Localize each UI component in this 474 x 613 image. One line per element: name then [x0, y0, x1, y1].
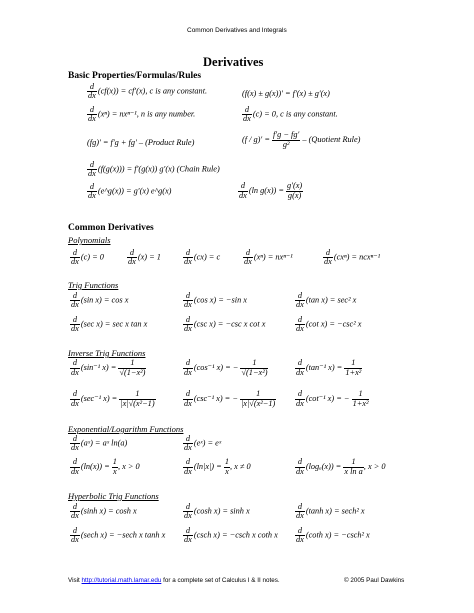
ln-fraction: $\frac{g'(x)}{g(x)}$	[287, 181, 303, 200]
ddx-operator: $\frac{d}{dx}$	[324, 248, 332, 267]
footer-visit: Visit	[68, 577, 80, 584]
fraction: $\frac{1}{\text{1+x²}}$	[352, 389, 369, 408]
rule-ln-composite: $\frac{d}{dx}$ (ln g(x)) = $\frac{g'(x)}{g(x)}$	[239, 181, 303, 200]
log-base-a: $\frac{d}{dx}$ (logₐ(x)) = $\frac{1}{\text{x ln a}}$ , x > 0	[296, 457, 386, 476]
trig-title: Trig Functions	[68, 280, 119, 290]
hyp-cosh: $\frac{d}{dx}$ (cosh x) = sinh x	[184, 502, 250, 521]
ddx-operator: $\frac{d}{dx}$	[88, 82, 96, 101]
fraction: $\frac{1}{\text{1+x²}}$	[345, 358, 362, 377]
rule-quotient: (f / g)′ = $\frac{f'g - fg'}{\text{g²}}$ – (Quotient Rule)	[242, 130, 361, 149]
inv-cos: $\frac{d}{dx}$ (cos⁻¹ x) = − $\frac{1}{\text{√(1−x²)}}$	[184, 358, 268, 377]
ddx-operator: $\frac{d}{dx}$	[71, 389, 79, 408]
footer-link[interactable]: http://tutorial.math.lamar.edu	[81, 577, 162, 584]
ddx-operator: $\frac{d}{dx}$	[71, 291, 79, 310]
footer-rest: for a complete set of Calculus I & II notes.	[163, 577, 280, 584]
trig-sin: $\frac{d}{dx}$ (sin x) = cos x	[71, 291, 129, 310]
ddx-operator: $\frac{d}{dx}$	[296, 389, 304, 408]
poly-cxn: $\frac{d}{dx}$ (cxⁿ) = ncxⁿ⁻¹	[324, 248, 381, 267]
inverse-trig-title: Inverse Trig Functions	[68, 348, 146, 358]
polynomials-title: Polynomials	[68, 235, 111, 245]
ddx-operator: $\frac{d}{dx}$	[128, 248, 136, 267]
footer-note	[68, 577, 280, 584]
ddx-operator: $\frac{d}{dx}$	[184, 389, 192, 408]
fraction: $\frac{1}{\text{x ln a}}$	[344, 457, 363, 476]
common-heading: Common Derivatives	[68, 223, 154, 233]
inv-tan: $\frac{d}{dx}$ (tan⁻¹ x) = $\frac{1}{\text{1+x²}}$	[296, 358, 362, 377]
trig-csc: $\frac{d}{dx}$ (csc x) = −csc x cot x	[184, 315, 266, 334]
rule-sum-difference: (f(x) ± g(x))′ = f′(x) ± g′(x)	[242, 89, 330, 98]
hyperbolic-title: Hyperbolic Trig Functions	[68, 491, 159, 501]
fraction: $\frac{1}{\text{√(1−x²)}}$	[241, 358, 268, 377]
ddx-operator: $\frac{d}{dx}$	[184, 248, 192, 267]
header-title: Common Derivatives and Integrals	[187, 27, 287, 34]
trig-sec: $\frac{d}{dx}$ (sec x) = sec x tan x	[71, 315, 148, 334]
ddx-operator: $\frac{d}{dx}$	[184, 526, 192, 545]
fraction: $\frac{1}{\text{√(1−x²)}}$	[119, 358, 146, 377]
rule-exp-composite: $\frac{d}{dx}$ (e^g(x)) = g′(x) e^g(x)	[88, 182, 172, 201]
ddx-operator: $\frac{d}{dx}$	[184, 502, 192, 521]
ddx-operator: $\frac{d}{dx}$	[184, 457, 192, 476]
trig-cot: $\frac{d}{dx}$ (cot x) = −csc² x	[296, 315, 362, 334]
ddx-operator: $\frac{d}{dx}$	[71, 434, 79, 453]
ddx-operator: $\frac{d}{dx}$	[296, 291, 304, 310]
log-ln-x: $\frac{d}{dx}$ (ln(x)) = $\frac{1}{x}$ , x > 0	[71, 457, 140, 476]
rule-constant-multiple: $\frac{d}{dx}$ (cf(x)) = cf′(x), c is any constant.	[88, 82, 208, 101]
ddx-operator: $\frac{d}{dx}$	[88, 105, 96, 124]
ddx-operator: $\frac{d}{dx}$	[296, 502, 304, 521]
hyp-sech: $\frac{d}{dx}$ (sech x) = −sech x tanh x	[71, 526, 166, 545]
ddx-operator: $\frac{d}{dx}$	[184, 358, 192, 377]
inv-cot: $\frac{d}{dx}$ (cot⁻¹ x) = − $\frac{1}{\text{1+x²}}$	[296, 389, 369, 408]
inv-sec: $\frac{d}{dx}$ (sec⁻¹ x) = $\frac{1}{\text{|x|√(x²−1)}}$	[71, 389, 155, 408]
fraction: $\frac{1}{x}$	[224, 457, 229, 476]
ddx-operator: $\frac{d}{dx}$	[296, 526, 304, 545]
rule-power: $\frac{d}{dx}$ (xⁿ) = nxⁿ⁻¹, n is any number.	[88, 105, 196, 124]
inv-csc: $\frac{d}{dx}$ (csc⁻¹ x) = − $\frac{1}{\text{|x|√(x²−1)}}$	[184, 389, 276, 408]
hyp-coth: $\frac{d}{dx}$ (coth x) = −csch² x	[296, 526, 370, 545]
ddx-operator: $\frac{d}{dx}$	[71, 502, 79, 521]
ddx-operator: $\frac{d}{dx}$	[296, 315, 304, 334]
ddx-operator: $\frac{d}{dx}$	[239, 181, 247, 200]
ddx-operator: $\frac{d}{dx}$	[71, 358, 79, 377]
ddx-operator: $\frac{d}{dx}$	[184, 291, 192, 310]
hyp-sinh: $\frac{d}{dx}$ (sinh x) = cosh x	[71, 502, 137, 521]
trig-tan: $\frac{d}{dx}$ (tan x) = sec² x	[296, 291, 357, 310]
exp-log-title: Exponential/Logarithm Functions	[68, 424, 184, 434]
ddx-operator: $\frac{d}{dx}$	[71, 315, 79, 334]
ddx-operator: $\frac{d}{dx}$	[71, 457, 79, 476]
ddx-operator: $\frac{d}{dx}$	[296, 358, 304, 377]
inv-sin: $\frac{d}{dx}$ (sin⁻¹ x) = $\frac{1}{\text{√(1−x²)}}$	[71, 358, 146, 377]
footer-copyright: © 2005 Paul Dawkins	[344, 577, 405, 584]
rule-chain: $\frac{d}{dx}$ (f(g(x))) = f′(g(x)) g′(x) (Chain Rule)	[88, 160, 220, 179]
rule-product: (fg)′ = f′g + fg′ – (Product Rule)	[87, 138, 195, 147]
page-title: Derivatives	[203, 55, 264, 69]
ddx-operator: $\frac{d}{dx}$	[296, 457, 304, 476]
basic-heading: Basic Properties/Formulas/Rules	[68, 71, 202, 81]
trig-cos: $\frac{d}{dx}$ (cos x) = −sin x	[184, 291, 247, 310]
ddx-operator: $\frac{d}{dx}$	[88, 182, 96, 201]
log-ln-abs-x: $\frac{d}{dx}$ (ln|x|) = $\frac{1}{x}$ , x ≠ 0	[184, 457, 251, 476]
poly-x: $\frac{d}{dx}$ (x) = 1	[128, 248, 161, 267]
hyp-csch: $\frac{d}{dx}$ (csch x) = −csch x coth x	[184, 526, 278, 545]
poly-constant: $\frac{d}{dx}$ (c) = 0	[71, 248, 104, 267]
fraction: $\frac{1}{\text{|x|√(x²−1)}}$	[241, 389, 276, 408]
poly-xn: $\frac{d}{dx}$ (xⁿ) = nxⁿ⁻¹	[244, 248, 293, 267]
hyp-tanh: $\frac{d}{dx}$ (tanh x) = sech² x	[296, 502, 365, 521]
ddx-operator: $\frac{d}{dx}$	[88, 160, 96, 179]
poly-cx: $\frac{d}{dx}$ (cx) = c	[184, 248, 221, 267]
ddx-operator: $\frac{d}{dx}$	[184, 434, 192, 453]
ddx-operator: $\frac{d}{dx}$	[71, 526, 79, 545]
exp-e-x: $\frac{d}{dx}$ (eˣ) = eˣ	[184, 434, 222, 453]
ddx-operator: $\frac{d}{dx}$	[244, 248, 252, 267]
exp-a-x: $\frac{d}{dx}$ (aˣ) = aˣ ln(a)	[71, 434, 128, 453]
ddx-operator: $\frac{d}{dx}$	[71, 248, 79, 267]
fraction: $\frac{1}{\text{|x|√(x²−1)}}$	[120, 389, 155, 408]
ddx-operator: $\frac{d}{dx}$	[243, 105, 251, 124]
quotient-fraction: $\frac{f'g - fg'}{\text{g²}}$	[273, 130, 300, 149]
rule-constant: $\frac{d}{dx}$ (c) = 0, c is any constant.	[243, 105, 338, 124]
ddx-operator: $\frac{d}{dx}$	[184, 315, 192, 334]
fraction: $\frac{1}{x}$	[112, 457, 117, 476]
